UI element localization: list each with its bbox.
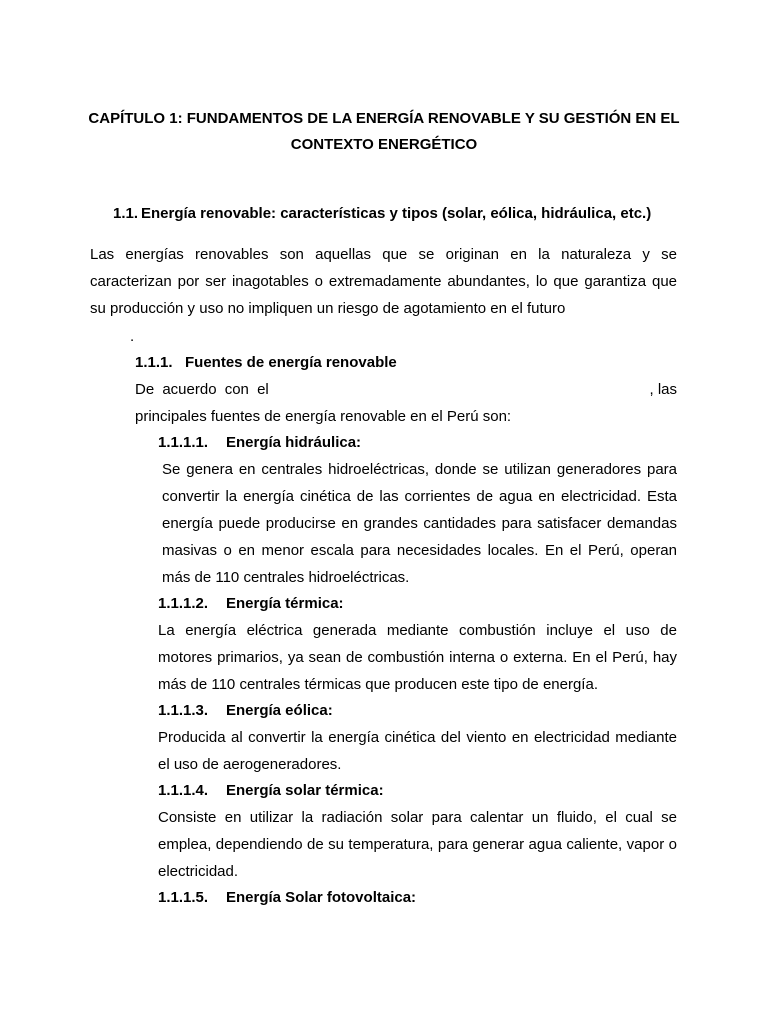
subsection-text-termica: La energía eléctrica generada mediante combustión incluye el uso de motores primarios, ya sean de combustión interna o externa. En el Perú, hay más de 110 centrales térmicas que producen este tipo de energía. xyxy=(158,622,677,693)
section-number: 1.1. xyxy=(113,205,139,222)
intro-paragraph: Las energías renovables son aquellas que se originan en la naturaleza y se caracterizan por ser inagotables o extremadamente abundantes, lo que garantiza que su producción y uso no impliquen un riesgo de agotamiento en el futuro xyxy=(90,246,677,317)
subsection-heading-hidraulica xyxy=(158,429,361,456)
lead-text-rest: principales fuentes de energía renovable en el Perú son: xyxy=(135,408,512,425)
stray-dot: . xyxy=(130,328,135,345)
subsection-number: 1.1.1.2. xyxy=(158,595,209,612)
subsection-heading-termica xyxy=(158,590,344,617)
subsection-text-solar-termica: Consiste en utilizar la radiación solar para calentar un fluido, el cual se emplea, dependiendo de su temperatura, para generar agua caliente, vapor o electricidad. xyxy=(158,809,677,880)
subsection-title: Energía térmica: xyxy=(226,595,344,612)
section-heading-1-1-1 xyxy=(135,349,397,376)
sources-lead-paragraph xyxy=(135,376,677,430)
subsection-number: 1.1.1.4. xyxy=(158,782,209,799)
chapter-title: CAPÍTULO 1: FUNDAMENTOS DE LA ENERGÍA RENOVABLE Y SU GESTIÓN EN EL CONTEXTO ENERGÉTICO xyxy=(88,110,680,153)
subsection-heading-solar-termica xyxy=(158,777,384,804)
subsection-number: 1.1.1.3. xyxy=(158,702,209,719)
subsection-heading-solar-fotovoltaica xyxy=(158,884,416,911)
section-number: 1.1.1. xyxy=(135,354,173,371)
lead-text-right: , las xyxy=(649,381,677,398)
subsection-heading-eolica xyxy=(158,697,333,724)
subsection-number: 1.1.1.1. xyxy=(158,434,209,451)
section-title: Energía renovable: características y tipos (solar, eólica, hidráulica, etc.) xyxy=(141,205,652,222)
lead-text-left: De acuerdo con el xyxy=(135,381,269,398)
subsection-title: Energía Solar fotovoltaica: xyxy=(226,889,417,906)
subsection-text-eolica: Producida al convertir la energía cinética del viento en electricidad mediante el uso de aerogeneradores. xyxy=(158,729,677,773)
section-title: Fuentes de energía renovable xyxy=(185,354,397,371)
subsection-text-hidraulica: Se genera en centrales hidroeléctricas, donde se utilizan generadores para convertir la energía cinética de las corrientes de agua en electricidad. Esta energía puede producirse en grandes cantidades para satisfacer demandas masivas o en menor escala para necesidades locales. En el Perú, operan más de 110 centrales hidroeléctricas. xyxy=(162,461,677,586)
section-heading-1-1 xyxy=(113,201,651,227)
subsection-title: Energía hidráulica: xyxy=(226,434,362,451)
subsection-number: 1.1.1.5. xyxy=(158,889,209,906)
subsection-title: Energía solar térmica: xyxy=(226,782,384,799)
subsection-title: Energía eólica: xyxy=(226,702,333,719)
